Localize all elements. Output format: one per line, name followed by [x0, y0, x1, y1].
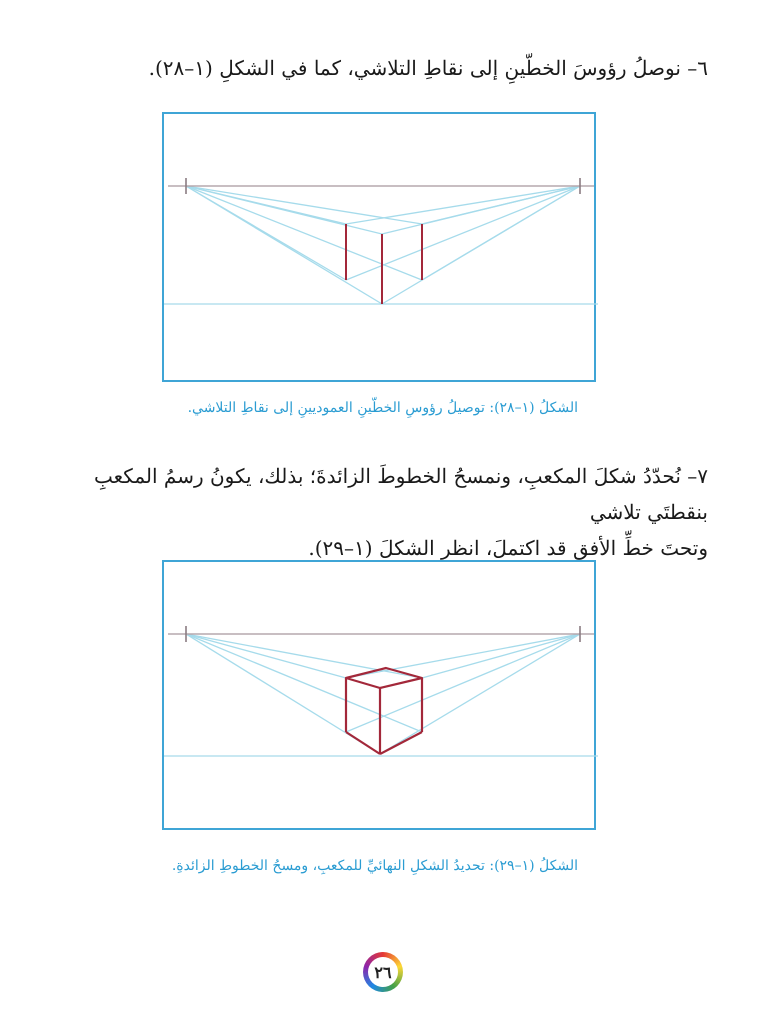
step-7-line-1: ٧– نُحدّدُ شكلَ المكعبِ، ونمسحُ الخطوطَ الزائدةَ؛ بذلك، يكونُ رسمُ المكعبِ بنقطتَي تلاشي: [93, 464, 708, 524]
construction-line: [186, 186, 422, 224]
construction-line: [186, 186, 382, 234]
step-6-text: ٦– نوصلُ رؤوسَ الخطّينِ إلى نقاطِ التلاشي، كما في الشكلِ (١–٢٨).: [148, 56, 708, 80]
construction-line: [380, 634, 580, 754]
construction-line: [186, 634, 346, 678]
cube-edge: [380, 732, 422, 754]
cube-edge: [346, 732, 380, 754]
figure-29-caption: الشكلُ (١–٢٩): تحديدُ الشكلِ النهائيِّ للمكعبِ، ومسحُ الخطوطِ الزائدةِ.: [171, 858, 578, 874]
step-7-line-2: وتحتَ خطِّ الأفقِ قد اكتملَ، انظرِ الشكلَ (١–٢٩).: [308, 536, 708, 560]
construction-line: [382, 186, 580, 234]
figure-28-drawing: [164, 114, 598, 384]
page-number-badge: [363, 952, 403, 992]
construction-line: [422, 186, 580, 280]
construction-line: [186, 186, 346, 280]
page-number: ٢٦: [368, 957, 398, 987]
figure-28-frame: [162, 112, 596, 382]
figure-28-caption: الشكلُ (١–٢٨): توصيلُ رؤوسِ الخطّينِ العموديينِ إلى نقاطِ التلاشي.: [187, 400, 578, 416]
construction-line: [346, 186, 580, 224]
construction-line: [422, 634, 580, 678]
figure-29-frame: [162, 560, 596, 830]
construction-line: [346, 634, 580, 678]
step-7-text: [58, 458, 708, 566]
construction-line: [186, 634, 422, 732]
construction-line: [346, 634, 580, 732]
figure-29-drawing: [164, 562, 598, 832]
